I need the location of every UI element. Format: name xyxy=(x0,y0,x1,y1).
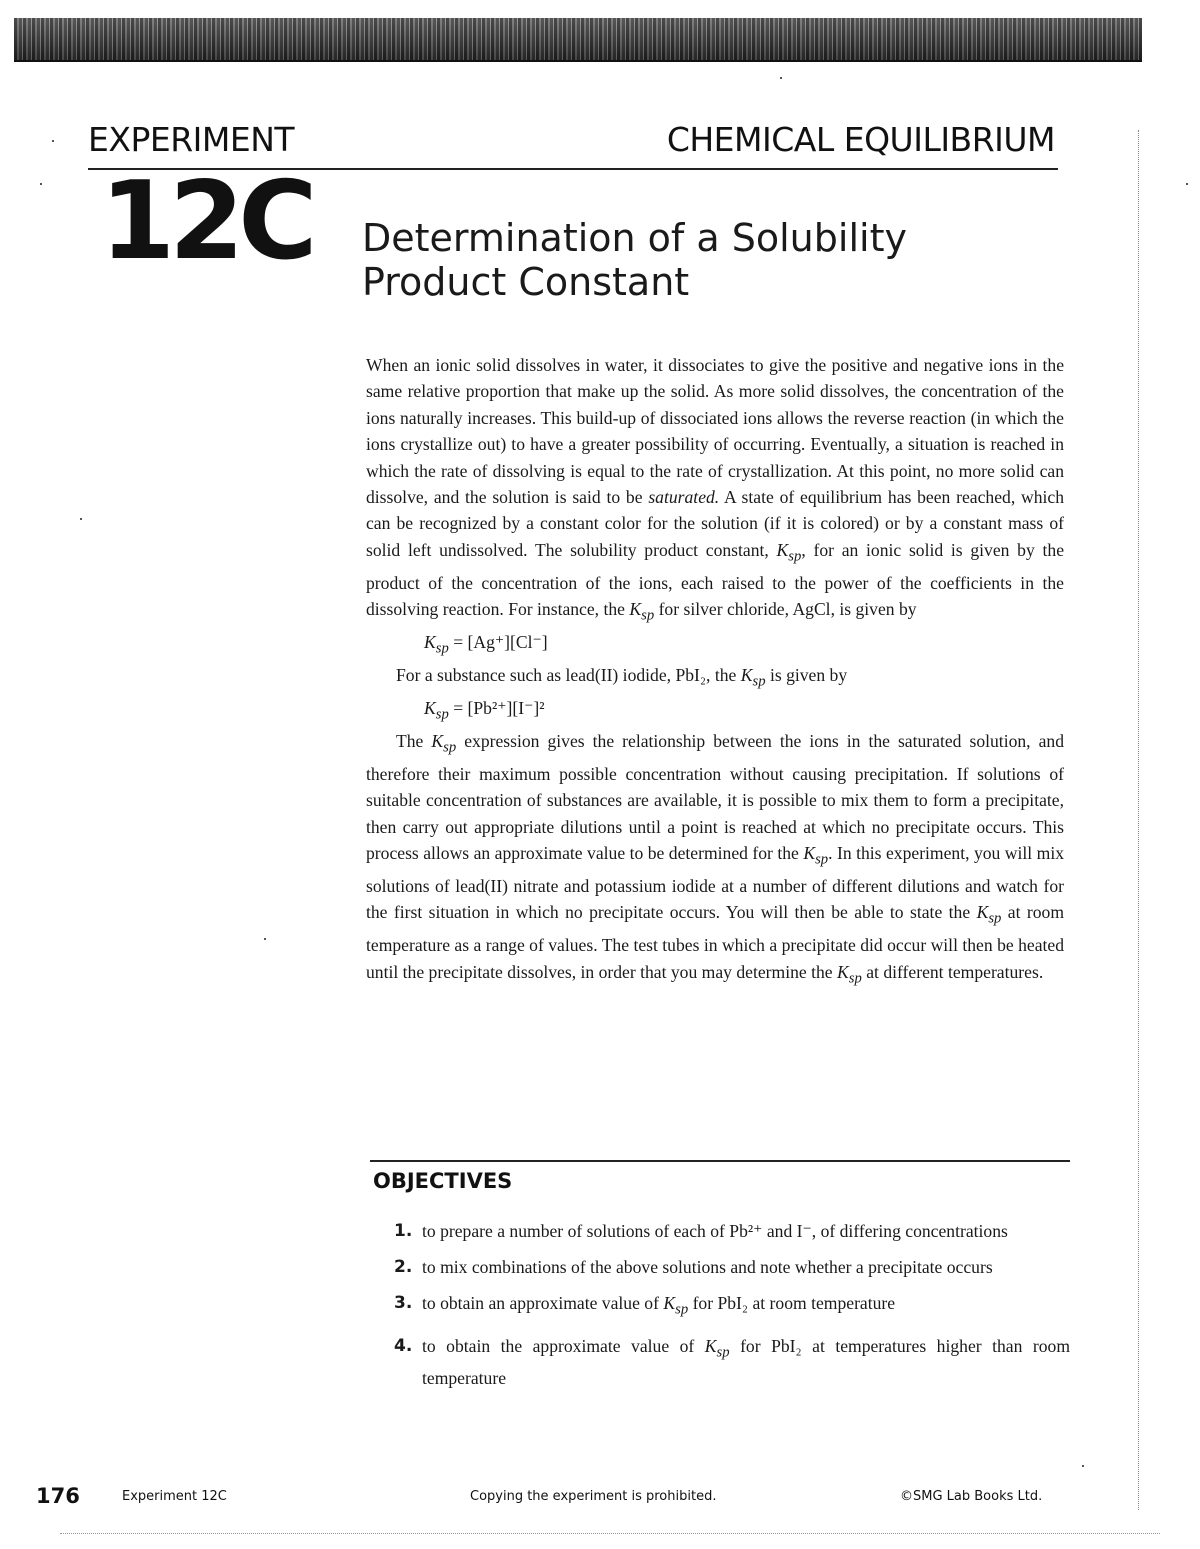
equation-agcl xyxy=(366,629,1064,662)
title-line-2: Product Constant xyxy=(362,260,690,304)
page-number: 176 xyxy=(36,1484,80,1508)
text-run: A state of equilibrium has been reached, which can be recognized by a constant color for the solution (if it is colored) or by a constant mass of solid left undissolved. The solubility product constant, xyxy=(366,487,1064,560)
ksp-symbol: $K_{sp}$ xyxy=(976,902,1002,927)
ksp-symbol: $K_{sp}$ xyxy=(629,599,655,624)
objectives-rule xyxy=(370,1160,1070,1162)
objective-text: to obtain the approximate value of xyxy=(422,1335,695,1356)
ksp-symbol: $K_{sp}$ xyxy=(776,539,802,565)
scan-header-bar xyxy=(14,18,1142,62)
text-run: When an ionic solid dissolves in water, it dissociates to give the positive and negative ions in the same relative proportion that make up the solid. As more solid dissolves, the concentration of the ions naturally increases. This build-up of dissociated ions allows the reverse reaction (in which the ions crystallize out) to have a greater possibility of occurring. Eventually, a situation is reached in which the rate of dissolving is equal to the rate of crystallization. At this point, no more solid can dissolve, and the solution is said to be xyxy=(366,355,1064,508)
objective-item xyxy=(390,1333,1070,1392)
ksp-symbol: $K_{sp}$ xyxy=(740,665,766,690)
objective-text: to obtain an approximate value of xyxy=(422,1293,659,1313)
objective-text: to prepare a number of solutions of each of Pb²⁺ and I⁻, of differing concentrations xyxy=(422,1221,1008,1241)
experiment-number: 12C xyxy=(100,159,312,284)
scan-speck xyxy=(1082,1465,1084,1467)
text-run: for silver chloride, AgCl, is given by xyxy=(658,599,917,620)
objective-number: 4. xyxy=(394,1335,413,1356)
title-line-1: Determination of a Solubility xyxy=(362,216,907,260)
scan-edge-line xyxy=(1138,130,1140,1510)
objective-item xyxy=(390,1290,1070,1323)
page-title xyxy=(362,216,1002,304)
objective-number: 1. xyxy=(394,1221,413,1241)
scan-speck xyxy=(264,938,266,940)
objective-item xyxy=(390,1218,1070,1244)
emphasis-saturated: saturated. xyxy=(648,487,720,508)
ksp-symbol: $K_{sp}$ xyxy=(424,697,449,723)
intro-paragraph-1 xyxy=(366,352,1064,629)
scan-speck xyxy=(1186,183,1188,185)
intro-paragraph-3 xyxy=(366,728,1064,992)
scan-speck xyxy=(780,77,782,79)
scan-speck xyxy=(80,518,82,520)
scan-speck xyxy=(52,140,54,142)
text-run: . In this experiment, you will mix solutions of lead(II) nitrate and potassium iodide at a number of different dilutions and watch for the first situation in which no precipitate occurs. You will then be able to state the xyxy=(366,843,1065,923)
ksp-symbol: $K_{sp}$ xyxy=(663,1293,689,1318)
objectives-heading: OBJECTIVES xyxy=(373,1169,513,1193)
footer-experiment: Experiment 12C xyxy=(122,1489,227,1504)
text-run: at different temperatures. xyxy=(866,961,1044,982)
experiment-label: EXPERIMENT xyxy=(88,120,295,159)
text-run: at room temperature as a range of values. The test tubes in which a precipitate did occur will then be heated until the precipitate dissolves, in order that you may determine the xyxy=(366,902,1065,982)
scan-speck xyxy=(40,183,42,185)
text-run: The xyxy=(396,730,424,751)
ksp-symbol: $K_{sp}$ xyxy=(803,843,829,868)
footer-publisher: ©SMG Lab Books Ltd. xyxy=(900,1489,1043,1504)
equation-text: = [Pb²⁺][I⁻]² xyxy=(453,697,545,718)
ksp-symbol: $K_{sp}$ xyxy=(704,1335,730,1361)
text-run: expression gives the relationship between the ions in the saturated solution, and therefore their maximum possible concentration without causing precipitation. If solutions of suitable concentration of substances are available, it is possible to mix them to form a precipitate, then carry out appropriate dilutions until a point is reached at which no precipitate occurs. This process allows an approximate value to be determined for the xyxy=(366,730,1064,863)
text-run: , for an ionic solid is given by the product of the concentration of the ions, each raised to the power of the coefficients in the dissolving reaction. For instance, the xyxy=(366,539,1064,620)
ksp-symbol: $K_{sp}$ xyxy=(837,961,862,987)
text-run: is given by xyxy=(769,665,848,686)
objective-text: for PbI₂ at temperatures higher than room temperature xyxy=(422,1335,1071,1389)
footer-copyright-notice: Copying the experiment is prohibited. xyxy=(470,1489,717,1504)
ksp-symbol: $K_{sp}$ xyxy=(424,632,449,657)
objective-item xyxy=(390,1254,1070,1280)
objective-number: 3. xyxy=(394,1293,413,1313)
intro-body xyxy=(366,352,1064,992)
scan-bottom-dots xyxy=(60,1533,1160,1534)
section-title: CHEMICAL EQUILIBRIUM xyxy=(666,120,1055,159)
equation-pbi2 xyxy=(366,695,1064,728)
objective-number: 2. xyxy=(394,1257,413,1277)
objectives-list xyxy=(390,1218,1070,1401)
objective-text: to mix combinations of the above solutions and note whether a precipitate occurs xyxy=(422,1257,993,1277)
objective-text: for PbI₂ at room temperature xyxy=(692,1293,896,1313)
scan-header-shade xyxy=(14,18,1142,60)
ksp-symbol: $K_{sp}$ xyxy=(431,730,457,756)
intro-paragraph-2 xyxy=(366,662,1064,695)
text-run: For a substance such as lead(II) iodide, PbI₂, the xyxy=(396,665,737,686)
equation-text: = [Ag⁺][Cl⁻] xyxy=(453,632,548,653)
